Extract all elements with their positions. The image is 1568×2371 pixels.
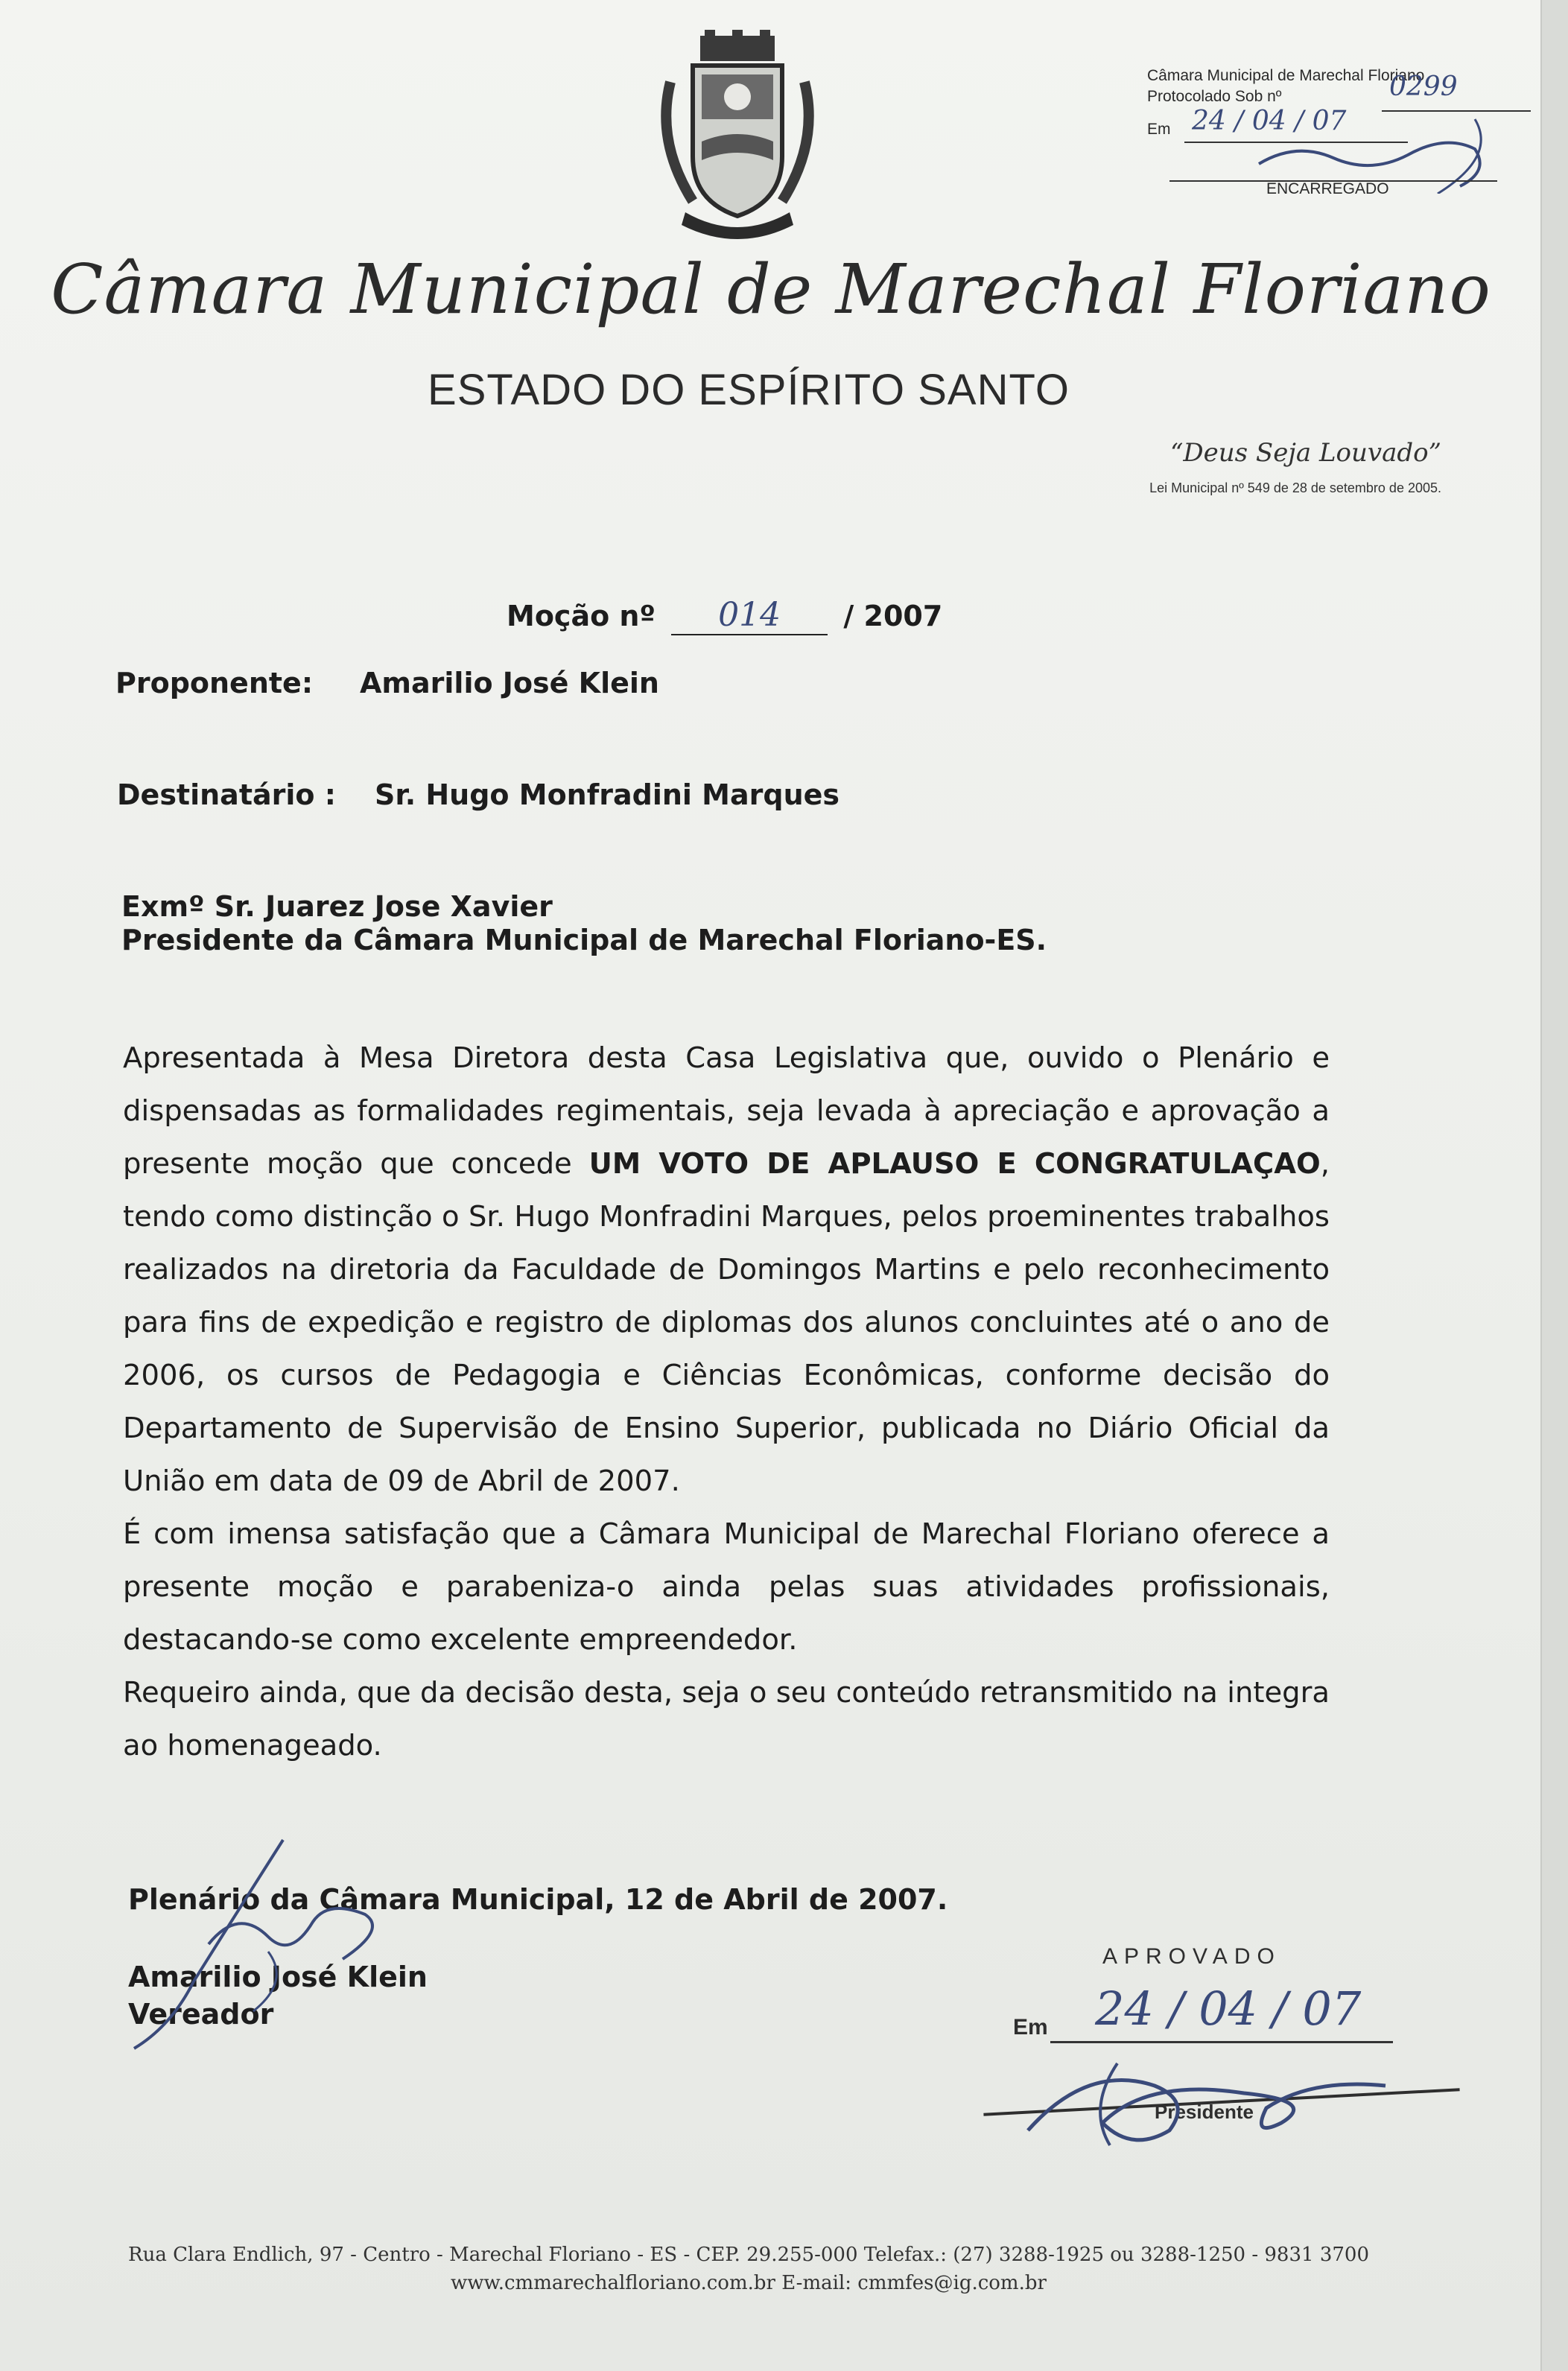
proponent-label: Proponente: — [115, 667, 314, 699]
addressee-line-1: Exmº Sr. Juarez Jose Xavier — [121, 890, 553, 923]
signer-name: Amarilio José Klein — [128, 1961, 428, 1993]
protocol-stamp — [1147, 67, 1534, 216]
approval-date: 24 / 04 / 07 — [1095, 1981, 1362, 2036]
stamp-protocol-number: 0299 — [1389, 72, 1458, 102]
motion-label: Moção nº — [507, 600, 656, 632]
body-paragraph-1-highlight: UM VOTO DE APLAUSO E CONGRATULAÇAO — [588, 1147, 1321, 1181]
motion-year: / 2007 — [843, 600, 943, 632]
president-signature-icon — [998, 2019, 1475, 2153]
footer-address: Rua Clara Endlich, 97 - Centro - Marechal Floriano - ES - CEP. 29.255-000 Telefax.: (27) 3288-1925 ou 3288-1250 - 9831 3700 — [128, 2244, 1369, 2266]
stamp-date: 24 / 04 / 07 — [1192, 106, 1347, 136]
motion-number-line — [507, 596, 942, 635]
body-paragraph-1-start: Apresentada à Mesa Diretora desta Casa Legislativa que, ouvido o Plenário e dispensadas as formalidades regimentais, seja levada à apreciação e aprovação a presente moção que concede — [123, 1041, 1330, 1181]
body-paragraph-1-end: , tendo como distinção o Sr. Hugo Monfradini Marques, pelos proeminentes trabalhos realizados na diretoria da Faculdade de Domingos Martins e pelo reconhecimento para fins de expedição e registro de diplomas dos alunos concluintes até o ano de 2006, os cursos de Pedagogia e Ciências Econômicas, conforme decisão do Departamento de Supervisão de Ensino Superior, publicada no Diário Oficial da União em data de 09 de Abril de 2007. — [123, 1147, 1330, 1498]
body-paragraph-2: É com imensa satisfação que a Câmara Municipal de Marechal Floriano oferece a presente moção e parabeniza-o ainda pelas suas atividades profissionais, destacando-se como excelente empreendedor. — [123, 1517, 1330, 1657]
stamp-encarregado: ENCARREGADO — [1266, 180, 1389, 197]
approval-date-label: Em — [1013, 2015, 1048, 2040]
state-name: ESTADO DO ESPÍRITO SANTO — [428, 366, 1070, 414]
coat-of-arms-icon — [641, 30, 834, 253]
approval-president: Presidente — [1155, 2101, 1254, 2123]
motion-body — [123, 1032, 1330, 1772]
institution-title: Câmara Municipal de Marechal Floriano — [51, 250, 1491, 329]
law-reference: Lei Municipal nº 549 de 28 de setembro de 2005. — [1149, 480, 1441, 495]
body-paragraph-3: Requeiro ainda, que da decisão desta, seja o seu conteúdo retransmitido na integra ao homenageado. — [123, 1676, 1330, 1762]
page-edge — [1540, 0, 1568, 2371]
place-and-date: Plenário da Câmara Municipal, 12 de Abril de 2007. — [128, 1883, 948, 1916]
stamp-line-1: Câmara Municipal de Marechal Floriano — [1147, 67, 1425, 84]
motion-number: 014 — [671, 596, 828, 635]
signer-role: Vereador — [128, 1998, 274, 2031]
stamp-date-label: Em — [1147, 121, 1171, 138]
proponent-name: Amarilio José Klein — [360, 667, 659, 699]
approval-label: APROVADO — [1102, 1944, 1281, 1969]
motto: “Deus Seja Louvado” — [1170, 438, 1441, 468]
footer-contact: www.cmmarechalfloriano.com.br E-mail: cmmfes@ig.com.br — [451, 2272, 1047, 2294]
stamp-protocol-label: Protocolado Sob nº — [1147, 88, 1282, 105]
body-paragraph-1 — [123, 1032, 1330, 1508]
signer-signature-icon — [119, 1832, 432, 2056]
approval-stamp — [983, 1929, 1490, 2153]
recipient-name: Sr. Hugo Monfradini Marques — [375, 778, 840, 811]
recipient-label: Destinatário : — [117, 778, 336, 811]
addressee-line-2: Presidente da Câmara Municipal de Marechal Floriano-ES. — [121, 924, 1047, 956]
